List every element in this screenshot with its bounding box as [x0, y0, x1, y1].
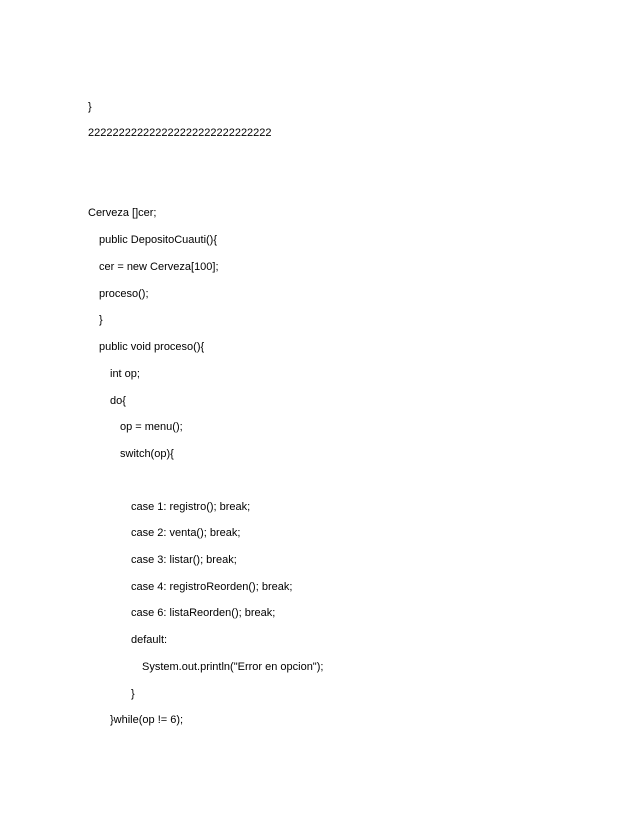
- code-line: public DepositoCuauti(){: [99, 234, 218, 246]
- code-line: default:: [131, 634, 168, 646]
- code-line: public void proceso(){: [99, 341, 205, 353]
- code-line: case 2: venta(); break;: [131, 527, 241, 539]
- code-line: }: [131, 688, 135, 700]
- code-line: int op;: [110, 368, 140, 380]
- code-line: cer = new Cerveza[100];: [99, 261, 219, 273]
- code-line: case 1: registro(); break;: [131, 501, 251, 513]
- separator-line: 222222222222222222222222222222: [88, 127, 272, 139]
- code-line: }: [99, 314, 103, 326]
- code-line: case 3: listar(); break;: [131, 554, 237, 566]
- code-line: System.out.println("Error en opcion");: [142, 661, 324, 673]
- code-line: switch(op){: [120, 448, 174, 460]
- code-line: op = menu();: [120, 421, 183, 433]
- code-line: case 6: listaReorden(); break;: [131, 607, 276, 619]
- code-line: proceso();: [99, 288, 149, 300]
- closing-brace-line: }: [88, 101, 92, 113]
- code-line: Cerveza []cer;: [88, 207, 157, 219]
- code-line: do{: [110, 395, 126, 407]
- code-line: }while(op != 6);: [110, 714, 184, 726]
- code-line: case 4: registroReorden(); break;: [131, 581, 293, 593]
